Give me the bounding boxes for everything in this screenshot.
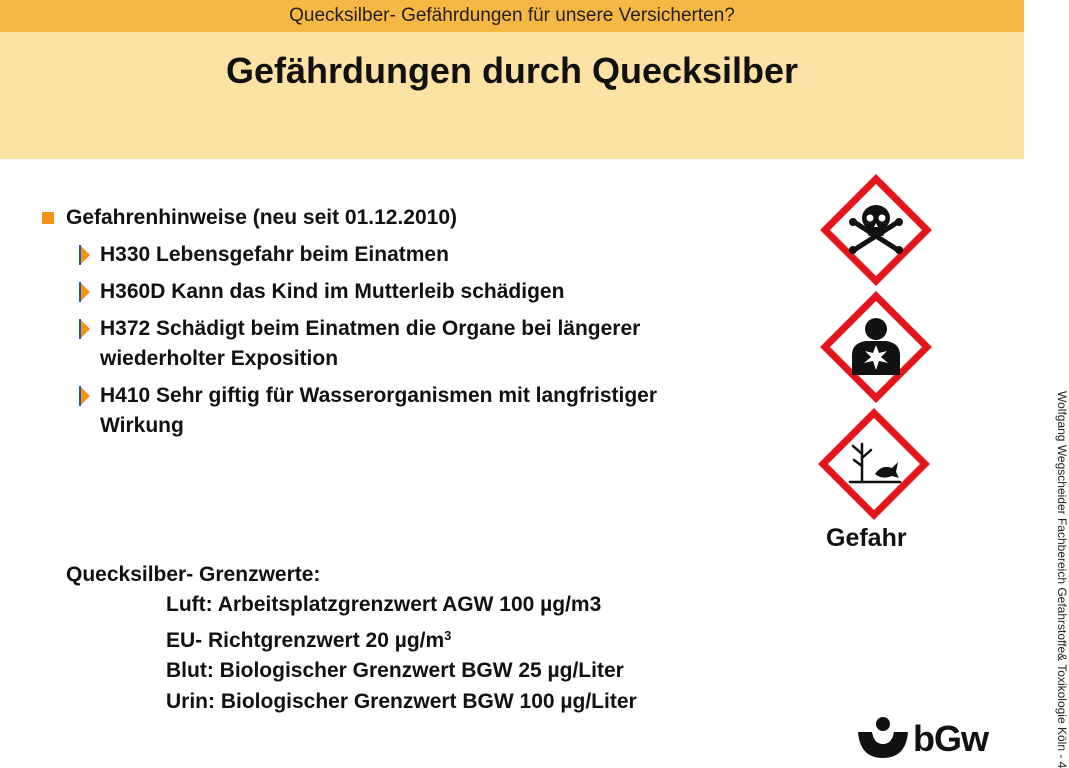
- hazard-line: H360D Kann das Kind im Mutterleib schädigen: [100, 280, 565, 303]
- bgw-logo-icon: [856, 716, 910, 764]
- page-title: Gefährdungen durch Quecksilber: [225, 50, 799, 91]
- hazard-line-continued: wiederholter Exposition: [100, 347, 339, 370]
- hazard-item: [42, 381, 802, 441]
- side-author-note: Wolfgang Wegscheider Fachbereich Gefahrstoffe& Toxikologie Köln - 4: [1055, 391, 1069, 768]
- limit-row: [66, 621, 637, 657]
- arrow-bullet-icon: [78, 244, 92, 266]
- hazard-item: [42, 277, 802, 307]
- signal-word: Gefahr: [826, 524, 907, 552]
- superscript-exponent: 3: [444, 627, 452, 643]
- hazard-item: [42, 240, 802, 270]
- arrow-bullet-icon: [78, 385, 92, 407]
- hazard-item: [42, 314, 802, 374]
- top-banner-text: Quecksilber- Gefährdungen für unsere Versicherten?: [289, 5, 735, 26]
- hazard-line: H372 Schädigt beim Einatmen die Organe bei längerer: [100, 317, 641, 340]
- environment-hazard-icon: [820, 410, 928, 518]
- skull-crossbones-icon: [822, 176, 930, 284]
- hazard-line: H410 Sehr giftig für Wasserorganismen mit langfristiger: [100, 384, 658, 407]
- limit-row: Urin: Biologischer Grenzwert BGW 100 µg/Liter: [166, 689, 637, 713]
- square-bullet-icon: [42, 212, 54, 224]
- limits-heading: Quecksilber- Grenzwerte:: [66, 563, 321, 586]
- limit-row: Luft: Arbeitsplatzgrenzwert AGW 100 µg/m3: [166, 593, 602, 616]
- hazard-statements: [42, 203, 802, 441]
- hazard-heading-text: Gefahrenhinweise (neu seit 01.12.2010): [66, 206, 458, 229]
- health-hazard-icon: [822, 293, 930, 401]
- limit-row: Blut: Biologischer Grenzwert BGW 25 µg/Liter: [166, 659, 624, 682]
- hazard-line-continued: Wirkung: [100, 414, 184, 437]
- limit-row-text: EU- Richtgrenzwert 20 µg/m: [166, 628, 445, 652]
- arrow-bullet-icon: [78, 281, 92, 303]
- hazard-heading: [42, 203, 802, 233]
- limit-values: [66, 560, 637, 717]
- arrow-bullet-icon: [78, 318, 92, 340]
- top-banner: [0, 0, 1024, 32]
- hazard-line: H330 Lebensgefahr beim Einatmen: [100, 243, 449, 266]
- bgw-logo-text: bGw: [913, 718, 988, 759]
